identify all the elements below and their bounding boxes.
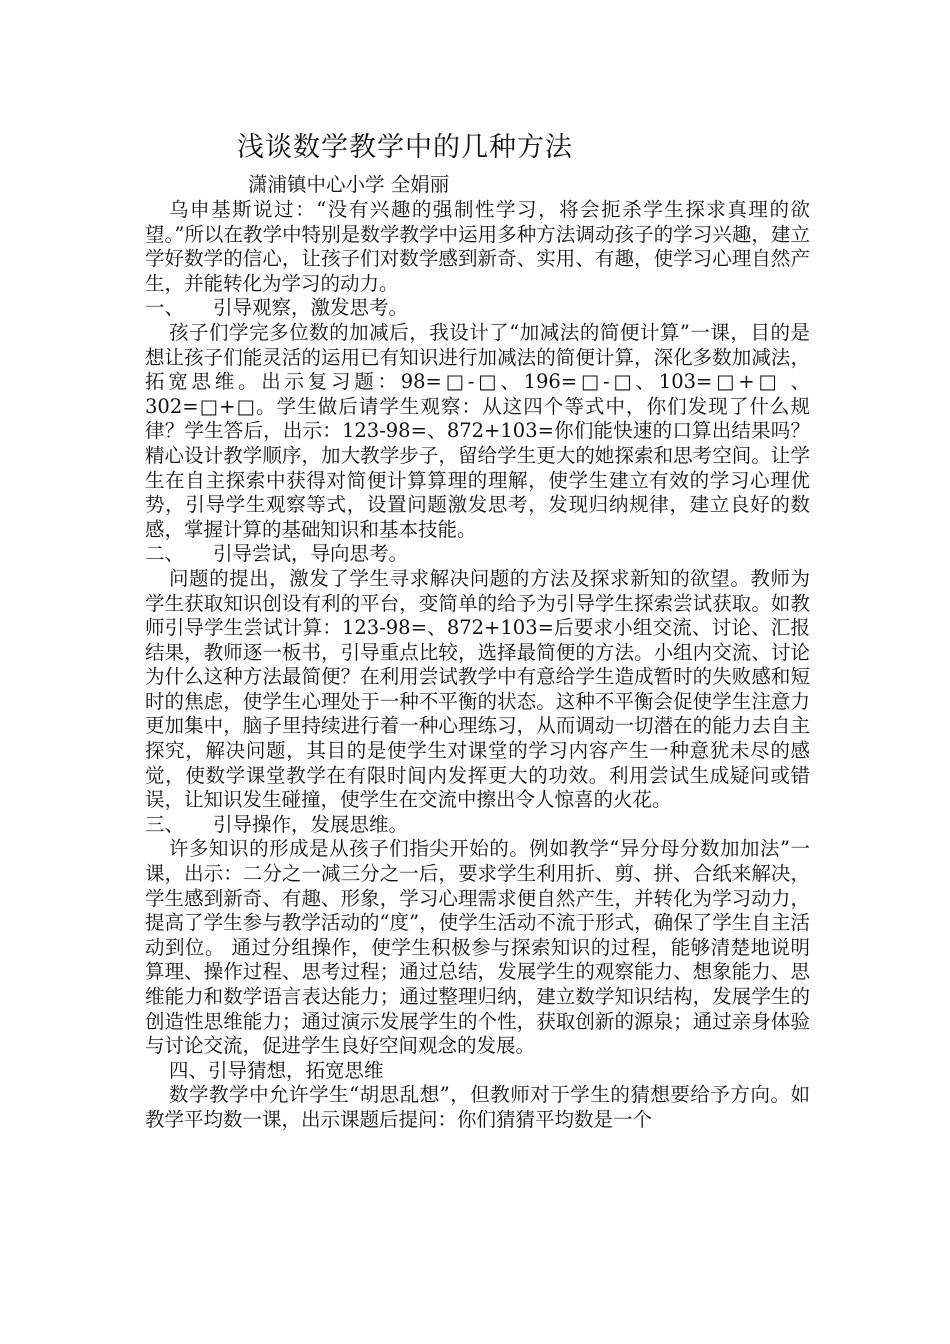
document-author: 潇浦镇中心小学 全娟丽 <box>248 173 450 196</box>
section-heading-2 <box>145 542 810 567</box>
section-number-1: 一、 <box>145 296 185 320</box>
section-heading-4: 四、引导猜想，拓宽思维 <box>169 1058 384 1082</box>
section-number-3: 三、 <box>145 812 185 836</box>
section-body-2: 问题的提出，激发了学生寻求解决问题的方法及探求新知的欲望。教师为学生获取知识创设有利的平台，变简单的给予为引导学生探索尝试获取。如教师引导学生尝试计算：123-98=、872+103=后要求小组交流、讨论、汇报结果，教师逐一板书，引导重点比较，选择最简便的方法。小组内交流、讨论为什么这种方法最简便？在利用尝试教学中有意给学生造成暂时的失败感和短时的焦虑，使学生心理处于一种不平衡的状态。这种不平衡会促使学生注意力更加集中，脑子里持续进行着一种心理练习，从而调动一切潜在的能力去自主探究，解决问题，其目的是使学生对课堂的学习内容产生一种意犹未尽的感觉，使数学课堂教学在有限时间内发挥更大的功效。利用尝试生成疑问或错误，让知识发生碰撞，使学生在交流中擦出令人惊喜的火花。 <box>145 566 810 812</box>
section-heading-text-2: 引导尝试，导向思考。 <box>213 542 409 566</box>
document-page <box>145 128 810 1133</box>
intro-paragraph: 乌申基斯说过：“没有兴趣的强制性学习，将会扼杀学生探求真理的欲望。”所以在教学中特别是数学教学中运用多种方法调动孩子的学习兴趣，建立学好数学的信心，让孩子们对数学感到新奇、实用、有趣，使学习心理自然产生，并能转化为学习的动力。 <box>145 198 810 295</box>
section-heading-1 <box>145 296 810 321</box>
section-body-1: 孩子们学完多位数的加减后，我设计了“加减法的简便计算”一课，目的是想让孩子们能灵活的运用已有知识进行加减法的简便计算，深化多数加减法，拓宽思维。出示复习题：98=□-□、196=□-□、103=□+□ 、302=□+□。学生做后请学生观察：从这四个等式中，你们发现了什么规律？学生答后，出示：123-98=、872+103=你们能快速的口算出结果吗？精心设计教学顺序，加大教学步子，留给学生更大的她探索和思考空间。让学生在自主探索中获得对简便计算算理的理解，使学生建立有效的学习心理优势，引导学生观察等式，设置问题激发思考，发现归纳规律，建立良好的数感，掌握计算的基础知识和基本技能。 <box>145 320 810 541</box>
section-heading-3 <box>145 813 810 838</box>
section-heading-text-1: 引导观察，激发思考。 <box>213 296 409 320</box>
section-body-4: 数学教学中允许学生“胡思乱想”，但教师对于学生的猜想要给予方向。如教学平均数一课，出示课题后提问：你们猜猜平均数是一个 <box>145 1083 810 1131</box>
document-title: 浅谈数学教学中的几种方法 <box>237 132 573 163</box>
section-heading-text-3: 引导操作，发展思维。 <box>213 812 409 836</box>
section-body-3: 许多知识的形成是从孩子们指尖开始的。例如教学“异分母分数加加法”一课，出示：二分之一减三分之一后，要求学生利用折、剪、拼、合纸来解决，学生感到新奇、有趣、形象，学习心理需求便自然产生，并转化为学习动力，提高了学生参与教学活动的“度”，使学生活动不流于形式，确保了学生自主活动到位。 通过分组操作，使学生积极参与探索知识的过程，能够清楚地说明算理、操作过程、思考过程；通过总结，发展学生的观察能力、想象能力、思维能力和数学语言表达能力；通过整理归纳，建立数学知识结构，发展学生的创造性思维能力；通过演示发展学生的个性，获取创新的源泉；通过亲身体验与讨论交流，促进学生良好空间观念的发展。 <box>145 837 810 1058</box>
section-number-2: 二、 <box>145 542 185 566</box>
